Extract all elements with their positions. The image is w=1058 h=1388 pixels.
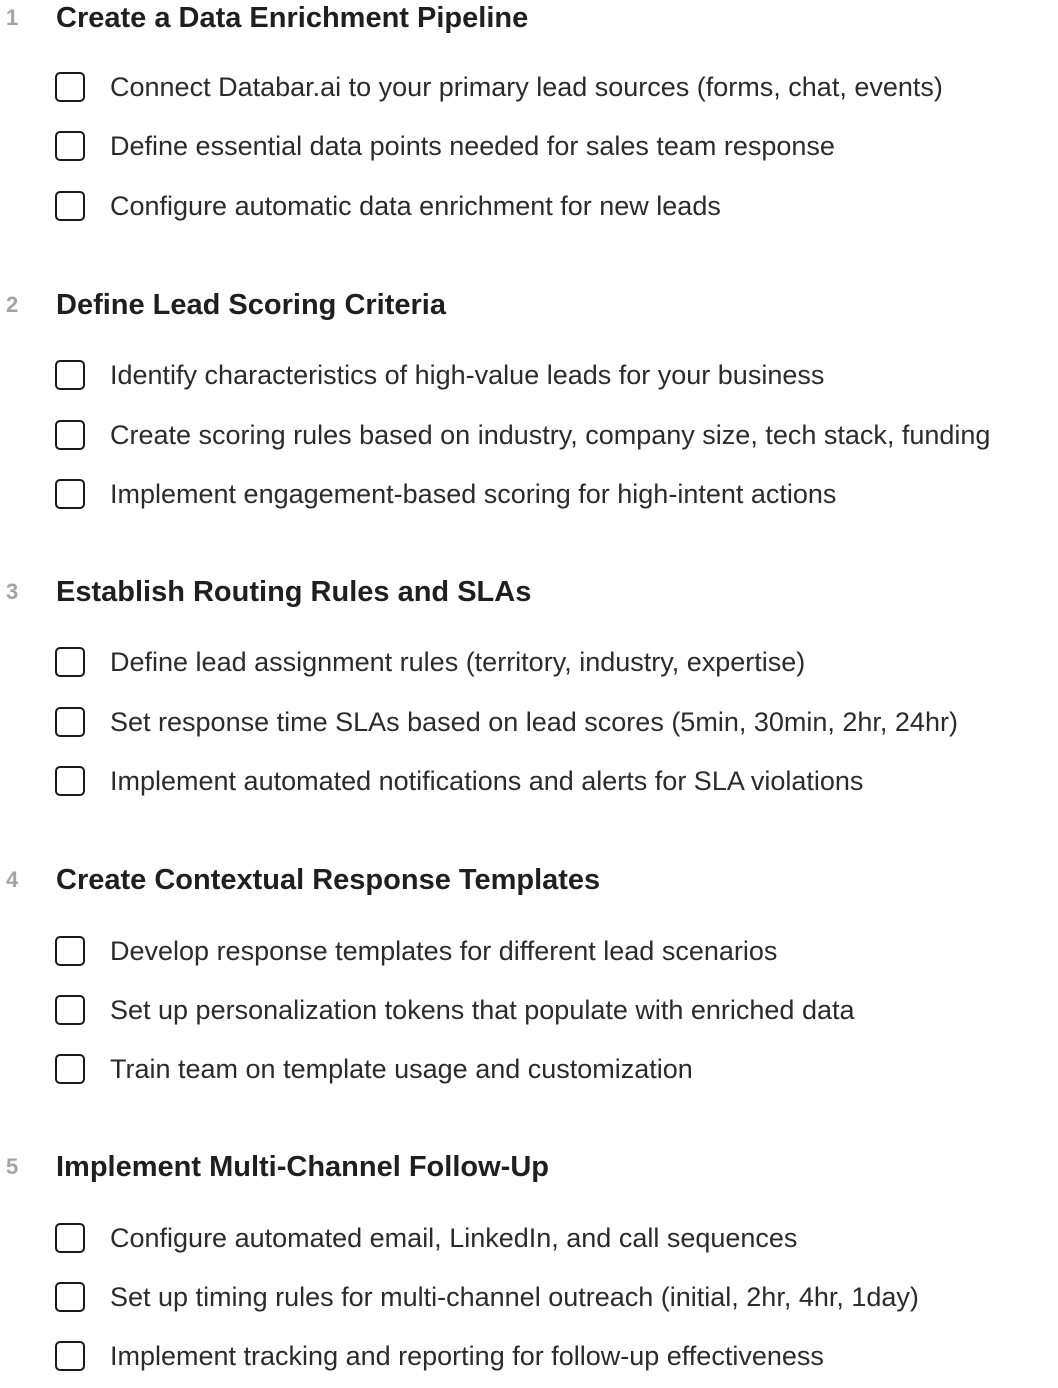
checkbox[interactable]: [55, 1223, 85, 1253]
step-number: 4: [6, 867, 19, 892]
checklist-item[interactable]: [0, 705, 1058, 745]
checkbox[interactable]: [55, 1282, 85, 1312]
checkbox[interactable]: [55, 647, 85, 677]
checkbox[interactable]: [55, 1054, 85, 1084]
step-number: 5: [6, 1154, 19, 1179]
checkbox[interactable]: [55, 360, 85, 390]
checklist-item[interactable]: [0, 189, 1058, 229]
checklist-item[interactable]: [0, 993, 1058, 1033]
checkbox[interactable]: [55, 420, 85, 450]
checklist-item-label: Train team on template usage and customization: [110, 1054, 693, 1084]
checklist-item[interactable]: [0, 358, 1058, 398]
checkbox[interactable]: [55, 995, 85, 1025]
step-title: Establish Routing Rules and SLAs: [56, 576, 532, 608]
step-title: Implement Multi-Channel Follow-Up: [56, 1151, 549, 1183]
checkbox[interactable]: [55, 766, 85, 796]
step-number: 1: [6, 5, 19, 30]
checklist-item-label: Configure automated email, LinkedIn, and call sequences: [110, 1223, 798, 1253]
step-title: Define Lead Scoring Criteria: [56, 289, 446, 321]
checklist-item-label: Set response time SLAs based on lead scores (5min, 30min, 2hr, 24hr): [110, 707, 958, 737]
checklist-item-label: Implement engagement-based scoring for high-intent actions: [110, 479, 837, 509]
checkbox[interactable]: [55, 707, 85, 737]
step-number: 3: [6, 579, 19, 604]
checklist-item-label: Configure automatic data enrichment for new leads: [110, 191, 721, 221]
checkbox[interactable]: [55, 191, 85, 221]
checklist-item[interactable]: [0, 645, 1058, 685]
checkbox[interactable]: [55, 1341, 85, 1371]
checklist-item-label: Identify characteristics of high-value leads for your business: [110, 360, 825, 390]
step-title: Create a Data Enrichment Pipeline: [56, 2, 529, 34]
checkbox[interactable]: [55, 131, 85, 161]
checkbox[interactable]: [55, 936, 85, 966]
checklist-item-label: Set up timing rules for multi-channel outreach (initial, 2hr, 4hr, 1day): [110, 1282, 919, 1312]
checklist-item[interactable]: [0, 418, 1058, 458]
step-number: 2: [6, 292, 19, 317]
checklist-item-label: Connect Databar.ai to your primary lead sources (forms, chat, events): [110, 72, 943, 102]
checklist-item[interactable]: [0, 764, 1058, 804]
checklist-item-label: Define essential data points needed for sales team response: [110, 131, 835, 161]
checklist-item-label: Set up personalization tokens that populate with enriched data: [110, 995, 855, 1025]
checklist-item-label: Implement tracking and reporting for follow-up effectiveness: [110, 1341, 824, 1371]
checklist-item[interactable]: [0, 1339, 1058, 1379]
step-title: Create Contextual Response Templates: [56, 864, 601, 896]
checklist-item[interactable]: [0, 934, 1058, 974]
checklist-item-label: Create scoring rules based on industry, company size, tech stack, funding: [110, 420, 991, 450]
checklist-item[interactable]: [0, 1052, 1058, 1092]
checklist-item[interactable]: [0, 1221, 1058, 1261]
checklist-item[interactable]: [0, 1280, 1058, 1320]
checklist-item-label: Develop response templates for different lead scenarios: [110, 936, 778, 966]
checklist-item[interactable]: [0, 477, 1058, 517]
checkbox[interactable]: [55, 479, 85, 509]
checkbox[interactable]: [55, 72, 85, 102]
checklist-item[interactable]: [0, 129, 1058, 169]
checklist-item-label: Define lead assignment rules (territory, industry, expertise): [110, 647, 806, 677]
checklist-item-label: Implement automated notifications and alerts for SLA violations: [110, 766, 864, 796]
checklist-item[interactable]: [0, 70, 1058, 110]
